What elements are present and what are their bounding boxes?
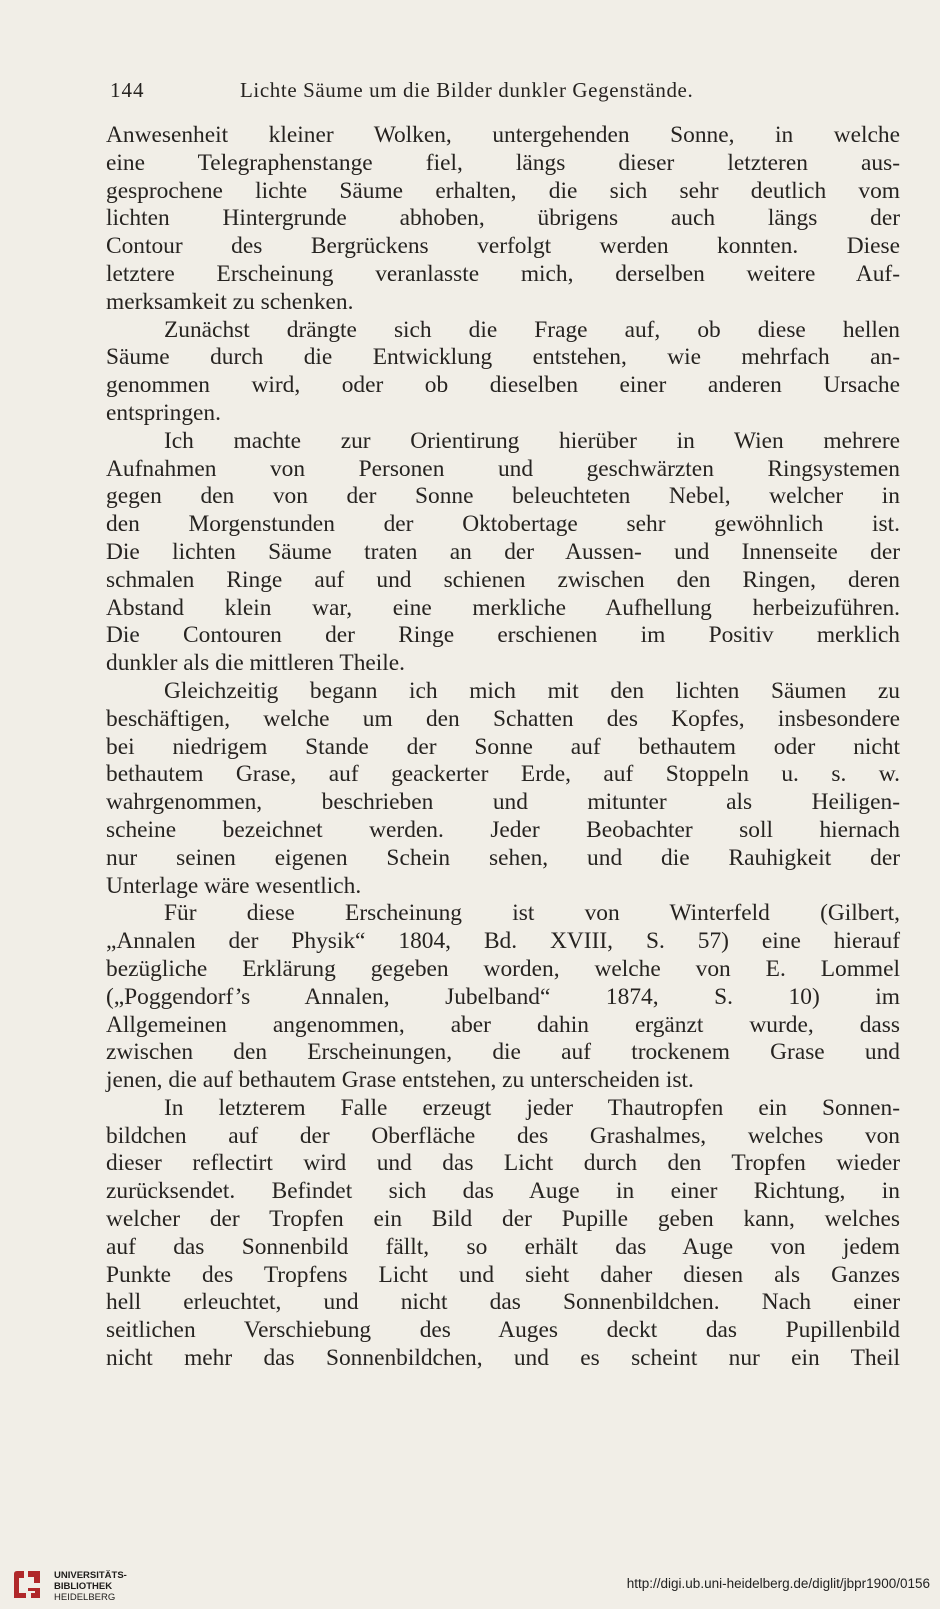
text-line: gesprochene lichte Säume erhalten, die sich sehr deutlich vom — [106, 177, 900, 204]
text-line: zwischen den Erscheinungen, die auf trockenem Grase und — [106, 1039, 900, 1066]
text-line: den Morgenstunden der Oktobertage sehr gewöhnlich ist. — [106, 511, 900, 538]
text-line: merksamkeit zu schenken. — [106, 288, 354, 315]
text-line: Zunächst drängte sich die Frage auf, ob diese hellen — [164, 316, 900, 343]
text-line: dunkler als die mittleren Theile. — [106, 650, 406, 677]
text-line: scheine bezeichnet werden. Jeder Beobachter soll hiernach — [106, 816, 900, 843]
text-line: Anwesenheit kleiner Wolken, untergehenden Sonne, in welche — [106, 122, 900, 148]
text-line: hell erleuchtet, und nicht das Sonnenbildchen. Nach einer — [106, 1289, 900, 1316]
institution-line-3: HEIDELBERG — [54, 1592, 116, 1603]
text-line: genommen wird, oder ob dieselben einer anderen Ursache — [106, 372, 900, 399]
text-line: Die Contouren der Ringe erschienen im Positiv merklich — [106, 622, 900, 649]
text-line: bildchen auf der Oberfläche des Grashalmes, welches von — [106, 1122, 900, 1149]
text-line: Die lichten Säume traten an der Aussen- und Innenseite der — [106, 538, 900, 565]
text-line: Abstand klein war, eine merkliche Aufhellung herbeizuführen. — [106, 594, 900, 621]
text-line: In letzterem Falle erzeugt jeder Thautropfen ein Sonnen- — [164, 1094, 900, 1121]
page-header — [110, 74, 890, 108]
text-line: dieser reflectirt wird und das Licht durch den Tropfen wieder — [106, 1150, 900, 1177]
text-line: jenen, die auf bethautem Grase entstehen, zu unterscheiden ist. — [106, 1067, 694, 1094]
text-line: letztere Erscheinung veranlasste mich, derselben weitere Auf- — [106, 260, 900, 287]
text-line: auf das Sonnenbild fällt, so erhält das Auge von jedem — [106, 1233, 900, 1260]
footer — [0, 1560, 940, 1609]
text-line: wahrgenommen, beschrieben und mitunter als Heiligen- — [106, 789, 900, 816]
text-line: Unterlage wäre wesentlich. — [106, 872, 362, 899]
text-line: welcher der Tropfen ein Bild der Pupille geben kann, welches — [106, 1206, 900, 1233]
text-line: Contour des Bergrückens verfolgt werden konnten. Diese — [106, 233, 900, 260]
running-title: Lichte Säume um die Bilder dunkler Gegenstände. — [240, 78, 694, 102]
institution-name — [54, 1570, 127, 1603]
library-logo-icon — [10, 1568, 44, 1602]
text-line: lichten Hintergrunde abhoben, übrigens auch längs der — [106, 205, 900, 232]
institution-line-2: BIBLIOTHEK — [54, 1581, 113, 1592]
text-line: Für diese Erscheinung ist von Winterfeld (Gilbert, — [164, 900, 900, 927]
text-line: „Annalen der Physik“ 1804, Bd. XVIII, S. 57) eine hierauf — [106, 928, 900, 955]
text-line: bezügliche Erklärung gegeben worden, welche von E. Lommel — [106, 955, 900, 982]
source-url-link[interactable]: http://digi.ub.uni-heidelberg.de/diglit/jbpr1900/0156 — [626, 1576, 930, 1591]
text-line: zurücksendet. Befindet sich das Auge in einer Richtung, in — [106, 1178, 900, 1205]
text-line: beschäftigen, welche um den Schatten des Kopfes, insbesondere — [106, 705, 900, 732]
text-line: schmalen Ringe auf und schienen zwischen den Ringen, deren — [106, 566, 900, 593]
text-line: Ich machte zur Orientirung hierüber in Wien mehrere — [164, 427, 900, 454]
text-line: nur seinen eigenen Schein sehen, und die Rauhigkeit der — [106, 844, 900, 871]
text-line: Gleichzeitig begann ich mich mit den lichten Säumen zu — [164, 677, 900, 704]
text-line: seitlichen Verschiebung des Auges deckt das Pupillenbild — [106, 1317, 900, 1344]
text-line: bethautem Grase, auf geackerter Erde, auf Stoppeln u. s. w. — [106, 761, 900, 788]
text-line: bei niedrigem Stande der Sonne auf bethautem oder nicht — [106, 733, 900, 760]
text-line: entspringen. — [106, 399, 221, 426]
text-line: nicht mehr das Sonnenbildchen, und es scheint nur ein Theil — [106, 1345, 900, 1372]
text-line: gegen den von der Sonne beleuchteten Nebel, welcher in — [106, 483, 900, 510]
text-line: Punkte des Tropfens Licht und sieht daher diesen als Ganzes — [106, 1261, 900, 1288]
institution-line-1: UNIVERSITÄTS- — [54, 1570, 127, 1581]
text-line: Allgemeinen angenommen, aber dahin ergänzt wurde, dass — [106, 1011, 900, 1038]
text-line: eine Telegraphenstange fiel, längs dieser letzteren aus- — [106, 149, 900, 176]
text-line: Säume durch die Entwicklung entstehen, wie mehrfach an- — [106, 344, 900, 371]
body-text — [106, 122, 900, 1373]
page-number: 144 — [110, 78, 145, 102]
text-line: („Poggendorf’s Annalen, Jubelband“ 1874, S. 10) im — [106, 983, 900, 1010]
text-line: Aufnahmen von Personen und geschwärzten Ringsystemen — [106, 455, 900, 482]
